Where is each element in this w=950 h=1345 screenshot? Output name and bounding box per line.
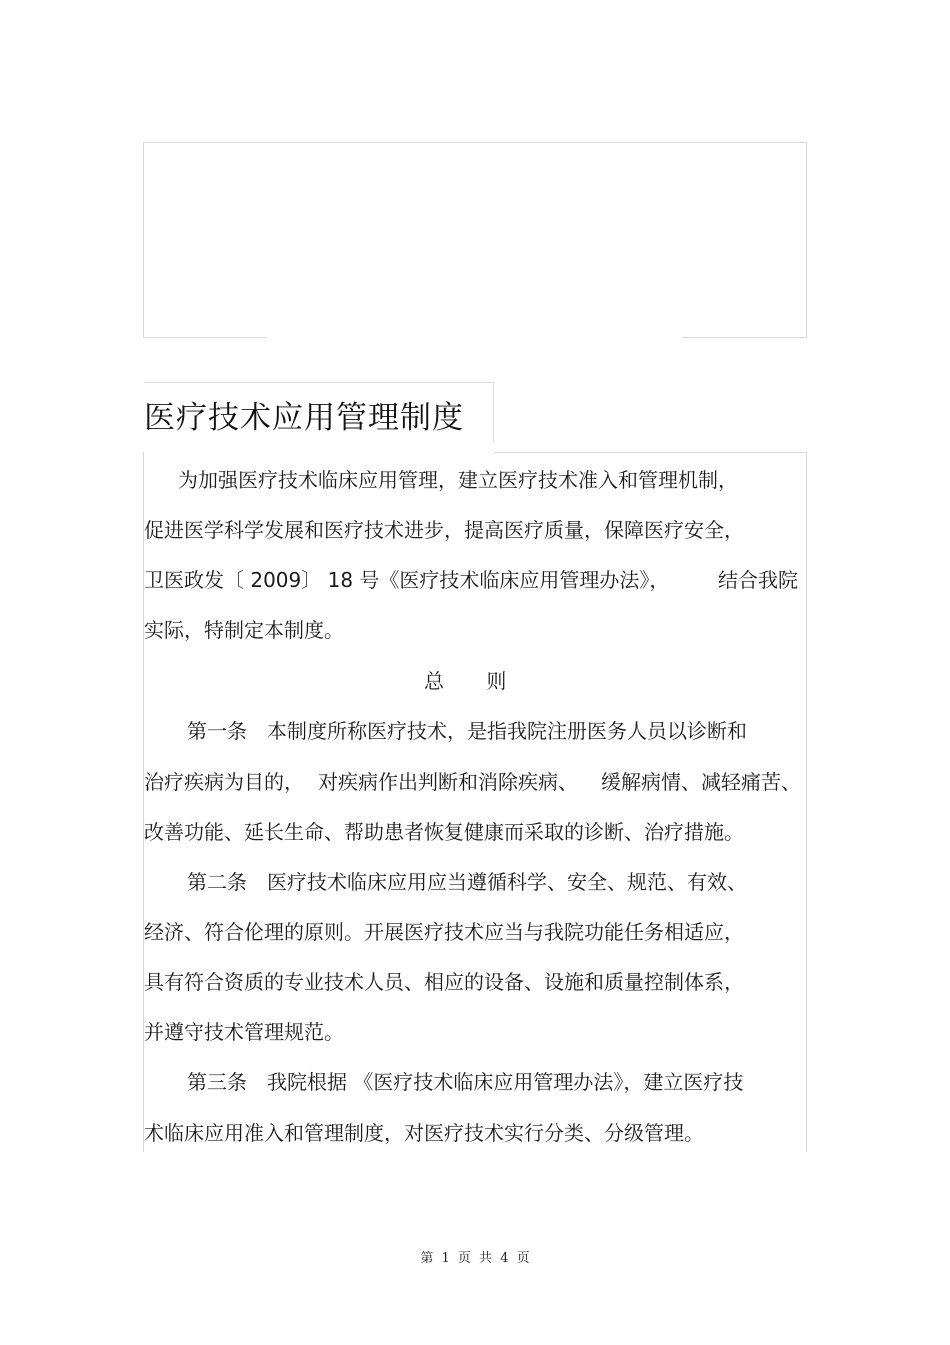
intro-text: 为加强医疗技术临床应用管理，建立医疗技术准入和管理机制，	[178, 468, 738, 492]
article-2-line	[187, 868, 747, 896]
intro-line	[144, 616, 344, 644]
document-title: 医疗技术应用管理制度	[144, 400, 464, 436]
article-3-line	[144, 1119, 704, 1147]
article-text: 具有符合资质的专业技术人员、相应的设备、设施和质量控制体系，	[144, 970, 744, 994]
body-box-left-border	[143, 452, 144, 1152]
top-box-top-border	[143, 142, 807, 143]
page-number: 第 1 页 共 4 页	[420, 1251, 530, 1266]
article-text: 术临床应用准入和管理制度，对医疗技术实行分类、分级管理。	[144, 1121, 704, 1145]
intro-line	[718, 566, 798, 594]
article-1-line	[601, 768, 801, 796]
top-box-bottom-border-left	[143, 337, 267, 338]
article-1-line	[187, 717, 747, 745]
title-box-top-border	[144, 382, 494, 383]
top-box-right-border	[806, 142, 807, 338]
section-heading: 总 则	[424, 669, 525, 693]
intro-line	[178, 466, 738, 494]
article-text: 对疾病作出判断和消除疾病、	[318, 770, 578, 794]
article-text: 第一条 本制度所称医疗技术，是指我院注册医务人员以诊断和	[187, 719, 747, 743]
article-text: 缓解病情、减轻痛苦、	[601, 770, 801, 794]
title-box-right-border	[493, 382, 494, 442]
article-text: 经济、符合伦理的原则。开展医疗技术应当与我院功能任务相适应，	[144, 920, 744, 944]
article-text: 并遵守技术管理规范。	[144, 1020, 344, 1044]
article-text: 治疗疾病为目的，	[144, 770, 304, 794]
intro-text: 结合我院	[718, 568, 798, 592]
top-box-bottom-border-right	[682, 337, 807, 338]
article-1-line	[144, 818, 744, 846]
intro-text: 实际，特制定本制度。	[144, 618, 344, 642]
article-2-line	[144, 918, 744, 946]
top-box-left-border	[143, 142, 144, 338]
body-box-right-border	[806, 452, 807, 1152]
article-text: 第二条 医疗技术临床应用应当遵循科学、安全、规范、有效、	[187, 870, 747, 894]
intro-text: 促进医学科学发展和医疗技术进步，提高医疗质量，保障医疗安全，	[144, 518, 744, 542]
intro-line	[144, 516, 744, 544]
article-text: 第三条 我院根据 《医疗技术临床应用管理办法》，建立医疗技	[187, 1070, 744, 1094]
article-1-line	[144, 768, 304, 796]
article-3-line	[187, 1068, 743, 1096]
article-1-line	[318, 768, 578, 796]
article-text: 改善功能、延长生命、帮助患者恢复健康而采取的诊断、治疗措施。	[144, 820, 744, 844]
article-2-line	[144, 968, 744, 996]
intro-line	[144, 566, 669, 594]
body-box-top-border	[494, 452, 807, 453]
article-2-line	[144, 1018, 344, 1046]
intro-text: 卫医政发〔 2009〕 18 号《医疗技术临床应用管理办法》，	[144, 568, 670, 592]
